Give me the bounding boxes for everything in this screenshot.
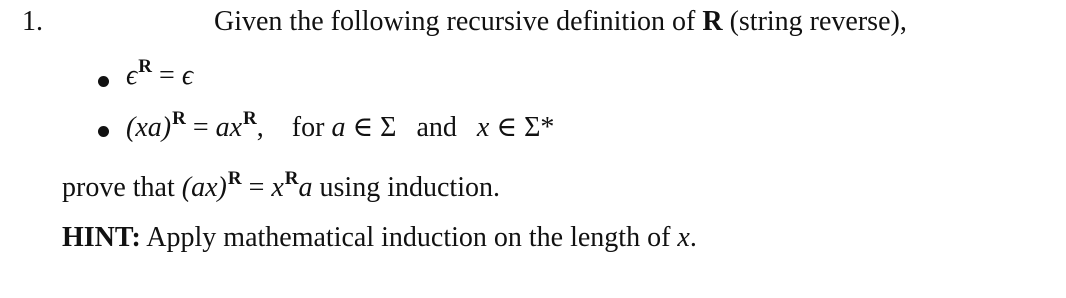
prove-statement	[62, 168, 500, 204]
base-rhs: ϵ	[181, 60, 194, 91]
cond-var-a: a	[331, 112, 346, 143]
intro-tail: (string reverse),	[729, 6, 907, 37]
prove-lhs: (ax)	[181, 172, 227, 203]
problem-number: 1.	[22, 6, 43, 37]
prove-lhs-superscript: R	[227, 168, 242, 189]
rec-lhs-superscript: R	[172, 108, 186, 129]
prove-rhs-tail: a	[298, 172, 313, 203]
problem-intro	[214, 6, 907, 38]
hint-label: HINT:	[62, 222, 141, 253]
prove-tail: using induction.	[319, 172, 500, 203]
hint-var: x	[677, 222, 690, 253]
cond-in-sigma-star: ∈ Σ*	[496, 112, 555, 143]
rec-punct: ,	[256, 112, 264, 143]
prove-rhs-superscript: R	[284, 168, 299, 189]
base-relation: =	[159, 60, 175, 91]
prove-rhs: x	[271, 172, 284, 203]
rec-lhs: (xa)	[126, 112, 172, 143]
cond-for: for	[291, 112, 325, 143]
hint-end: .	[689, 222, 697, 253]
bullet-icon	[98, 126, 109, 137]
cond-var-x: x	[476, 112, 490, 143]
definition-recursive-case	[126, 110, 554, 144]
intro-text: Given the following recursive definition of	[214, 6, 696, 37]
hint-text: Apply mathematical induction on the length of	[146, 222, 671, 253]
definition-base-case	[126, 56, 194, 92]
cond-in-sigma: ∈ Σ	[352, 112, 397, 143]
cond-and: and	[416, 112, 457, 143]
prove-lead: prove that	[62, 172, 175, 203]
rec-relation: =	[192, 112, 209, 143]
rec-rhs: ax	[215, 112, 243, 143]
prove-relation: =	[248, 172, 265, 203]
rec-rhs-superscript: R	[243, 108, 257, 129]
base-lhs: ϵ	[126, 60, 138, 91]
base-lhs-superscript: R	[138, 56, 153, 77]
hint	[62, 222, 697, 254]
bullet-icon	[98, 76, 109, 87]
reverse-symbol: R	[702, 6, 723, 37]
